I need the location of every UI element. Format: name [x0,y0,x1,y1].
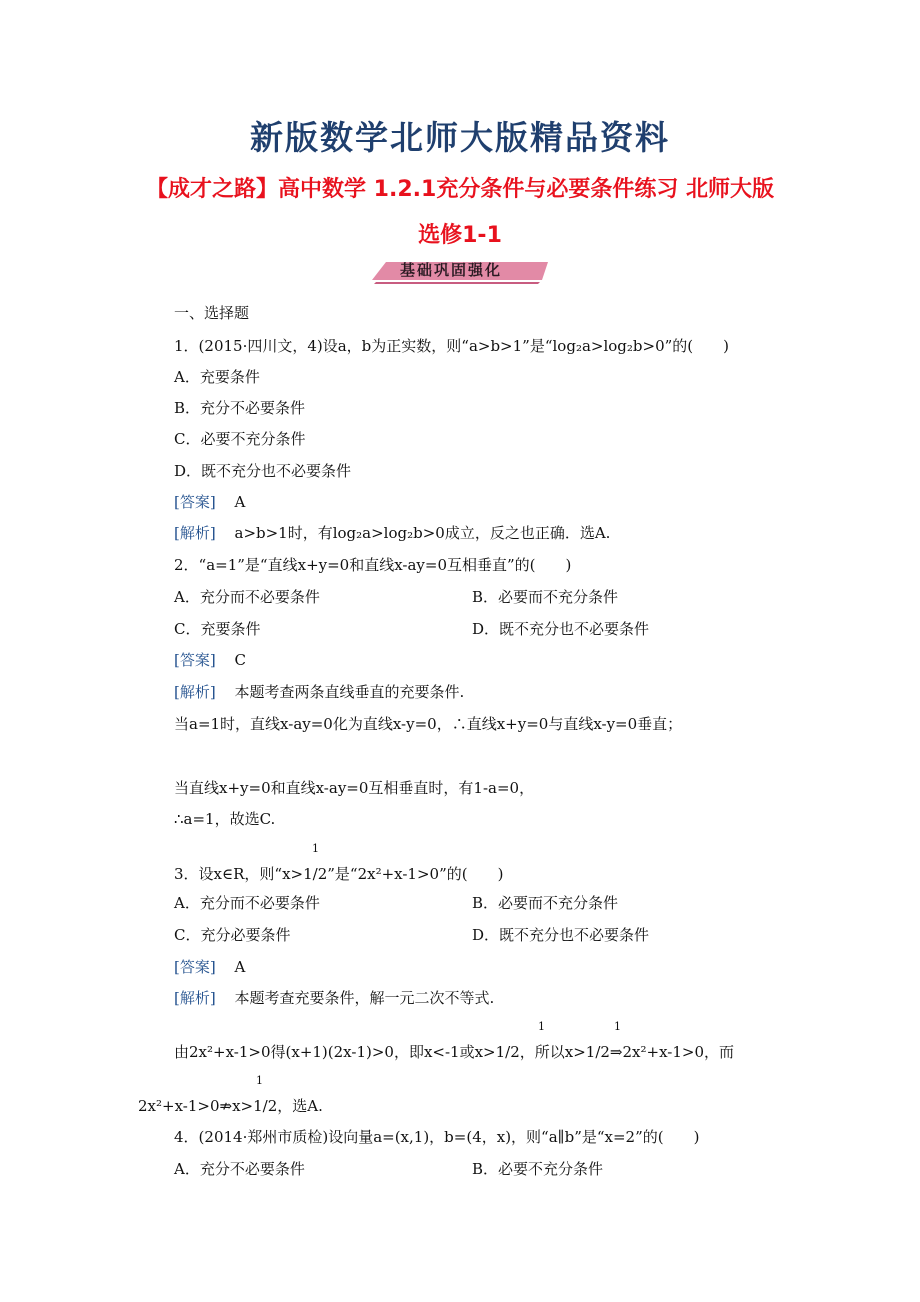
document-title-line2: 选修1-1 [418,223,502,248]
question-1-analysis: a>b>1时，有log₂a>log₂b>0成立，反之也正确．选A. [234,524,611,542]
analysis-tag: [解析] [174,989,216,1007]
question-4-option-b: B．必要不充分条件 [472,1160,604,1178]
fraction-numerator: 1 [312,842,319,855]
fraction-numerator: 1 [256,1074,263,1087]
page-banner: 新版数学北师大版精品资料 [250,118,670,157]
question-2-stem: 2．“a=1”是“直线x+y=0和直线x-ay=0互相垂直”的( ) [174,556,572,574]
question-3-option-c: C．充分必要条件 [174,926,291,944]
document-title-line1: 【成才之路】高中数学 1.2.1充分条件与必要条件练习 北师大版 [146,177,774,202]
question-2-option-d: D．既不充分也不必要条件 [472,620,650,638]
fraction-numerator: 1 [538,1020,545,1033]
question-1-answer: A [234,493,246,511]
question-1-option-a: A．充要条件 [174,368,260,386]
question-1-option-b: B．充分不必要条件 [174,399,306,417]
question-2-answer: C [234,651,246,669]
question-3-analysis: 本题考查充要条件，解一元二次不等式. [234,989,495,1007]
question-4-stem: 4．(2014·郑州市质检)设向量a=(x,1)，b=(4，x)，则“a∥b”是“x=2”的( ) [174,1128,700,1146]
question-2-analysis-line2: 当直线x+y=0和直线x-ay=0互相垂直时，有1-a=0， [174,779,535,797]
question-2-analysis: 本题考查两条直线垂直的充要条件. [234,683,465,701]
question-3-option-b: B．必要而不充分条件 [472,894,619,912]
question-1-option-c: C．必要不充分条件 [174,430,306,448]
answer-tag: [答案] [174,958,216,976]
analysis-tag: [解析] [174,524,216,542]
question-3-analysis-line2: 2x²+x-1>0⇏x>1/2，选A. [138,1097,323,1115]
question-3-answer: A [234,958,246,976]
question-2-option-b: B．必要而不充分条件 [472,588,619,606]
question-2-analysis-line3: ∴a=1，故选C. [174,810,276,828]
analysis-tag: [解析] [174,683,216,701]
question-2-option-a: A．充分而不必要条件 [174,588,320,606]
answer-tag: [答案] [174,651,216,669]
badge-label: 基础巩固强化 [400,261,503,279]
question-3-option-a: A．充分而不必要条件 [174,894,320,912]
question-1-option-d: D．既不充分也不必要条件 [174,462,352,480]
question-1-stem: 1．(2015·四川文，4)设a，b为正实数，则“a>b>1”是“log₂a>log₂b>0”的( ) [174,337,729,355]
question-2-option-c: C．充要条件 [174,620,261,638]
fraction-numerator: 1 [614,1020,621,1033]
question-3-analysis-line1: 由2x²+x-1>0得(x+1)(2x-1)>0，即x<-1或x>1/2，所以x>1/2⇒2x²+x-1>0，而 [174,1043,734,1061]
section-heading: 一、选择题 [174,304,250,322]
question-2-analysis-line1: 当a=1时，直线x-ay=0化为直线x-y=0，∴直线x+y=0与直线x-y=0垂直； [174,715,683,733]
section-badge [372,258,550,284]
question-3-option-d: D．既不充分也不必要条件 [472,926,650,944]
answer-tag: [答案] [174,493,216,511]
question-3-stem: 3．设x∈R，则“x>1/2”是“2x²+x-1>0”的( ) [174,865,504,883]
question-4-option-a: A．充分不必要条件 [174,1160,305,1178]
